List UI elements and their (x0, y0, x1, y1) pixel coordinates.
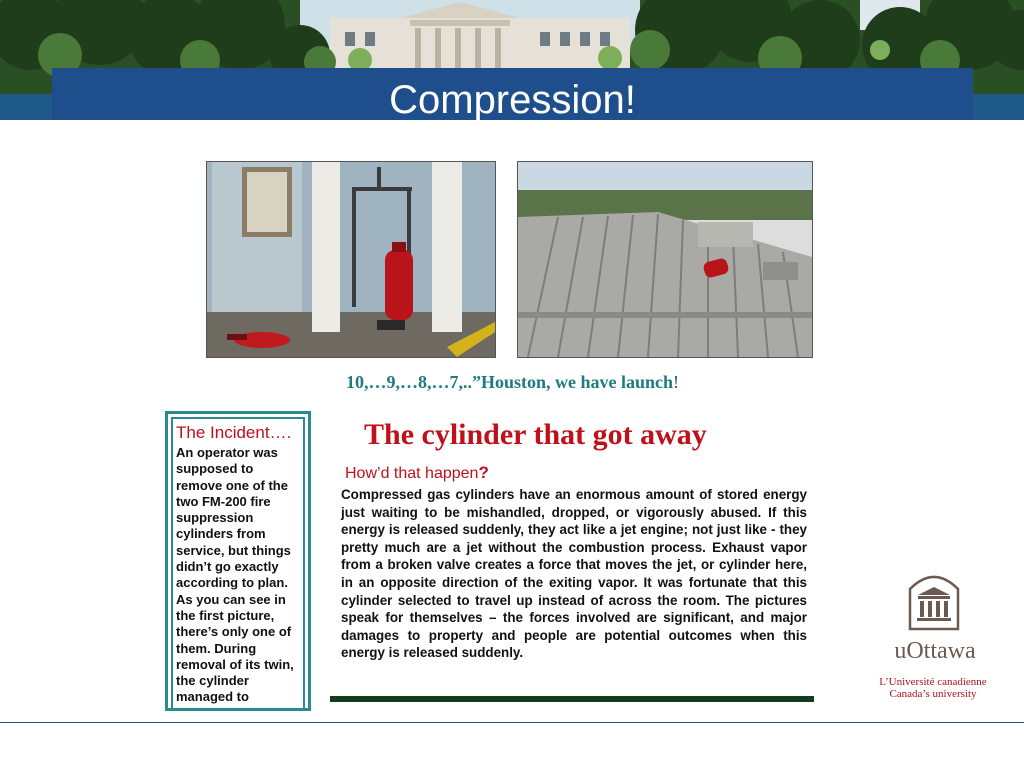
logo-tagline-french: L’Université canadienne (879, 676, 987, 688)
roof-with-cylinder-photo (517, 161, 813, 358)
title-bar (52, 68, 973, 120)
slide-title: Compression! (389, 78, 636, 120)
subhead-question-mark: ? (478, 463, 489, 482)
logo-tagline-english: Canada’s university (889, 688, 977, 700)
subhead-text: How’d that happen (345, 465, 479, 482)
incident-sidebar (165, 411, 311, 711)
photo-caption (210, 372, 815, 393)
caption-countdown: 10,…9,…8,…7,..”Houston, we have launch (345, 372, 674, 392)
incident-body: An operator was supposed to remove one of the two FM-200 fire suppression cylinders from service, but things didn’t go exactly according to plan. As you can see in the first picture, there’s only one of them. During removal of its twin, the cylinder managed to (176, 445, 294, 705)
article-body: Compressed gas cylinders have an enormous amount of stored energy just waiting to be mishandled, dropped, or vigorously abused. If this energy is released suddenly, they act like a jet engine; not just like - they pretty much are a jet without the combustion process. Exhaust vapor from a broken valve creates a force that moves the jet, or cylinder here, in an opposite direction of the exiting vapor. It was fortunate that this cylinder selected to travel up instead of across the room. The pictures speak for themselves – the forces involved are significant, and major damages to property and people are potential outcomes when this energy is released suddenly. (341, 487, 807, 661)
logo-tagline (866, 676, 1000, 700)
caption-exclamation: ! (673, 372, 680, 392)
article-divider (330, 696, 814, 702)
incident-title: The Incident…. (176, 423, 292, 442)
logo-wordmark: uOttawa (894, 638, 976, 664)
header-banner (0, 0, 1024, 120)
article-headline: The cylinder that got away (364, 418, 707, 451)
article-subhead (345, 463, 489, 483)
fire-suppression-room-photo (206, 161, 496, 358)
building-icon (906, 571, 962, 631)
footer-rule (0, 722, 1024, 723)
